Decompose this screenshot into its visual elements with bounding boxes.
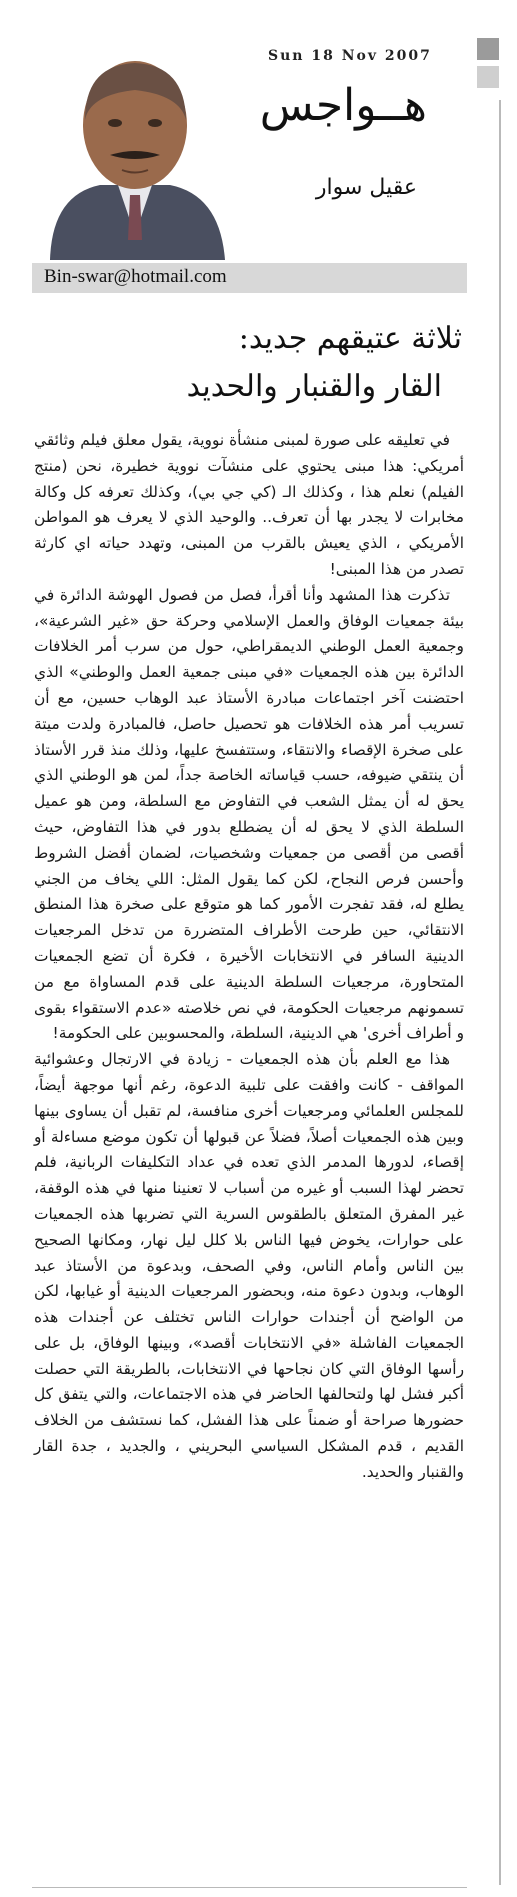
decor-square-dark bbox=[477, 38, 499, 60]
side-decoration bbox=[477, 38, 501, 88]
side-rule bbox=[499, 100, 501, 1885]
author-email: Bin-swar@hotmail.com bbox=[44, 266, 227, 287]
author-name: عقيل سوار bbox=[315, 175, 417, 200]
article-body bbox=[34, 428, 464, 1486]
author-photo bbox=[30, 35, 240, 260]
article-paragraph: هذا مع العلم بأن هذه الجمعيات - زيادة في الارتجال وعشوائية المواقف - كانت وافقت على تلبية الدعوة، رغم أنها موجهة أيضاً، للمجلس العلمائي ومرجعيات أخرى منافسة، لم تقبل أن يساوى بينها وبين هذه الجمعيات أصلاً، فضلاً عن قبولها أن تكون موضع مساءلة أو إقصاء، لدورها المدمر الذي تعده في عداد التكليفات الربانية، فلم تحضر لهذا السبب أو غيره من أسباب لا تعنينا منها في هذه الوقفة، غير المفرق المتعلق بالطقوس السرية التي تضربها هذه الجمعيات على حوارات، يخوض فيها الناس بلا كلل ليل نهار، ومكانها الصحيح بين الناس وأمام الناس، وفي الصحف، وبدعوة من الأستاذ عبد الوهاب، وبدون دعوة منه، وبحضور المرجعيات الدينية أو غيابها، لكن من الواضح أن أجندات حوارات الناس تختلف عن أجندات هذه الجمعيات الفاشلة «في الانتخابات أقصد»، وبينها الوفاق، بل على رأسها الوفاق التي كان نجاحها في الانتخابات، بالطريقة التي حصلت أكبر فشل لها ولتحالفها الحاضر في هذه الاجتماعات، والتي يتفق كل حضورها صراحة أو ضمناً على هذا الفشل، كما نستشف من الخلاف القديم ، قدم المشكل السياسي البحريني ، والجديد ، جدة القار والقنبار والحديد. bbox=[34, 1050, 464, 1481]
article-paragraph: تذكرت هذا المشهد وأنا أقرأ، فصل من فصول الهوشة الدائرة في بيئة جمعيات الوفاق والعمل الإسلامي وحركة حق «غير الشرعية»، وجمعية العمل الوطني الديمقراطي، حول من سرب أمر الخلافات الدائرة بين هذه الجمعيات «في مبنى جمعية العمل والوطني» الذي احتضنت آخر اجتماعات مبادرة الأستاذ عبد الوهاب حسين، مع أن تسريب أمر هذه الخلافات هو تحصيل حاصل، فالمبادرة ولدت ميتة على صخرة الإقصاء والانتقاء، وستتفسخ عليها، وذلك منذ قرر الأستاذ أن ينتقي ضيوفه، حسب قياساته الخاصة جداً، لمن هو الوطني الذي يحق له أن يمثل الشعب في التفاوض مع السلطة، ومن هو عميل السلطة الذي لا يحق له أن يضطلع بدور في هذا التفاوض، حيث أقصى من أقصى من جمعيات وشخصيات، لضمان أفضل الشروط وأحسن فرص النجاح، لكن كما يقول المثل: اللي يخاف من الجني يطلع له، فقد تفجرت الأمور كما هو متوقع على صخرة هذا المنطق الانتقائي، حين طرحت الأطراف المتضررة من تدخل المرجعيات الدينية السافر في الانتخابات الأخيرة ، فكرة أن تضع الجمعيات المتحاورة، مرجعيات السلطة الدينية على قدم المساواة مع من تسمونهم مرجعيات الحكومة، في نص خلاصته «عدم الاستقواء بقوى و أطراف أخرى' هي الدينية، السلطة، والمحسوبين على الحكومة! bbox=[34, 585, 464, 1043]
headline-line-1: ثلاثة عتيقهم جديد: bbox=[238, 321, 462, 356]
article-headline bbox=[32, 315, 462, 411]
column-title: هــواجس bbox=[259, 80, 427, 131]
publication-date: Sun 18 Nov 2007 bbox=[268, 48, 432, 64]
decor-square-light bbox=[477, 66, 499, 88]
bottom-rule bbox=[32, 1887, 467, 1888]
article-paragraph: في تعليقه على صورة لمبنى منشأة نووية، يقول معلق فيلم وثائقي أمريكي: هذا مبنى يحتوي على منشآت نووية خطيرة، نحن (منتج الفيلم) نعلم هذا ، وكذلك الـ (كي جي بي)، وكذلك تعرفه كل وكالة مخابرات لا يجدر بها أن تعرف.. والوحيد الذي لا يعرف هو المواطن الأمريكي ، الذي يعيش بالقرب من المبنى، وتهدد حياته اي كارثة تصدر من هذا المبنى! bbox=[34, 431, 464, 578]
headline-line-2: القار والقنبار والحديد bbox=[186, 369, 442, 404]
